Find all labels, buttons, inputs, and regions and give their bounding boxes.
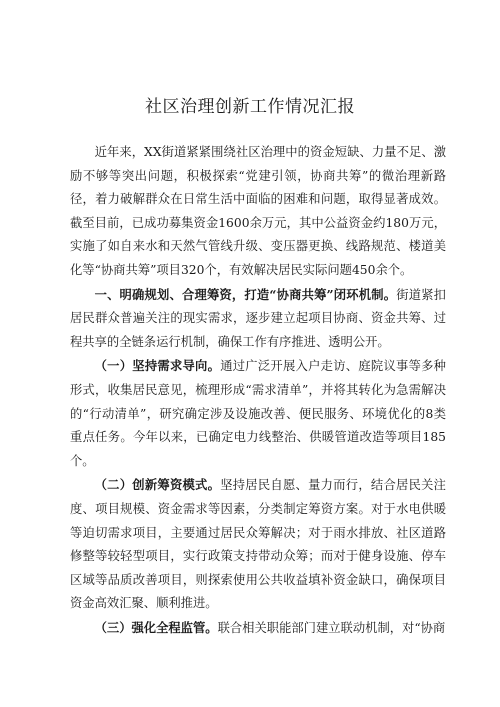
paragraph-text: 街道紧扣居民群众普遍关注的现实需求，逐步建立起项目协商、资金共筹、过程共享的全链条运行机制，确保工作有序推进、透明公开。 bbox=[70, 287, 446, 349]
paragraph-intro bbox=[70, 140, 446, 283]
paragraph-subsection-1 bbox=[70, 354, 446, 473]
paragraph-subsection-2 bbox=[70, 473, 446, 616]
subsection-heading: （二）创新筹资模式。 bbox=[94, 477, 221, 493]
paragraph-section-1 bbox=[70, 283, 446, 355]
paragraph-text: 通过广泛开展入户走访、庭院议事等多种形式，收集居民意见，梳理形成“需求清单”，并将其转化为急需解决的“行动清单”，研究确定涉及设施改善、便民服务、环境优化的8类重点任务。今年以来，已确定电力线整治、供暖管道改造等项目185个。 bbox=[70, 359, 446, 468]
paragraph-subsection-3 bbox=[70, 616, 446, 641]
paragraph-text: 坚持居民自愿、量力而行，结合居民关注度、项目规模、资金需求等因素，分类制定筹资方案。对于水电供暖等迫切需求项目，主要通过居民众筹解决；对于雨水排放、社区道路修整等较轻型项目，实行政策支持带动众筹；而对于健身设施、停车区域等品质改善项目，则探索使用公共收益填补资金缺口，确保项目资金高效汇聚、顺利推进。 bbox=[70, 478, 446, 611]
document-title: 社区治理创新工作情况汇报 bbox=[145, 97, 355, 117]
subsection-heading: （一）坚持需求导向。 bbox=[94, 358, 221, 374]
section-heading: 一、明确规划、合理筹资，打造“协商共筹”闭环机制。 bbox=[94, 286, 397, 302]
paragraph-text: 近年来，XX街道紧紧围绕社区治理中的资金短缺、力量不足、激励不够等突出问题，积极探索“党建引领，协商共筹”的微治理新路径，着力破解群众在日常生活中面临的困难和问题，取得显著成效。截至目前，已成功募集资金1600余万元，其中公益资金约180万元，实施了如自来水和天然气管线升级、变压器更换、线路规范、楼道美化等“协商共筹”项目320个，有效解决居民实际问题450余个。 bbox=[70, 145, 446, 277]
document-body bbox=[70, 140, 446, 640]
subsection-heading: （三）强化全程监管。 bbox=[94, 619, 218, 635]
paragraph-text: 联合相关职能部门建立联动机制，对“协商 bbox=[217, 620, 446, 635]
